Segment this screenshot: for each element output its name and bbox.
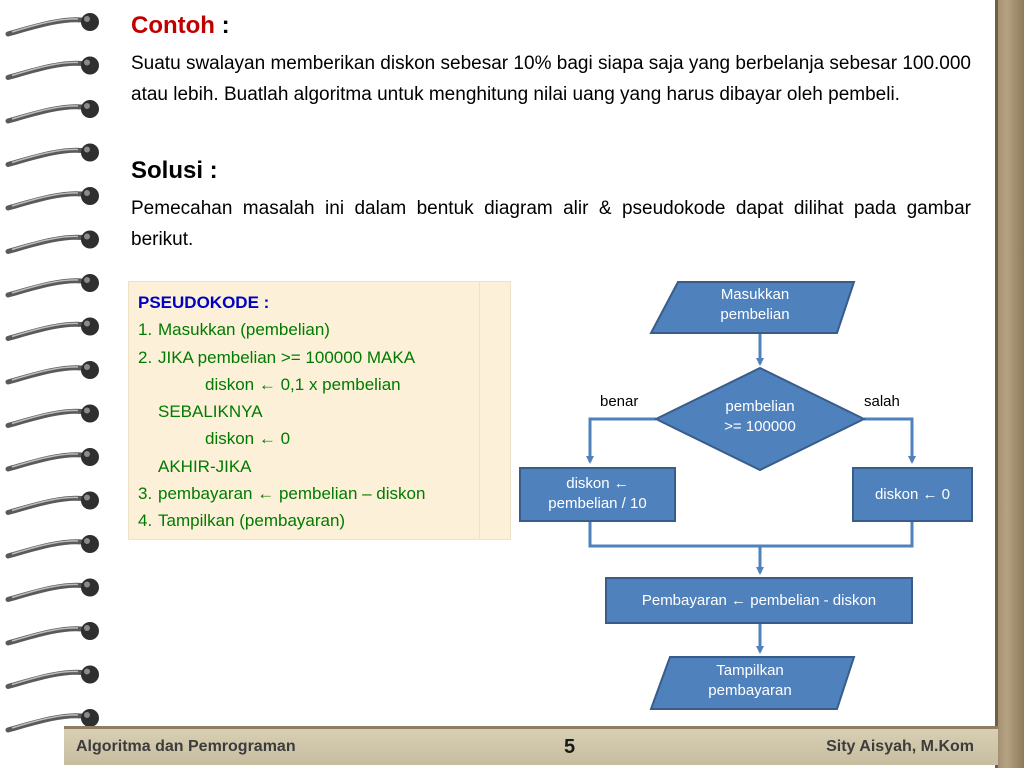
no-branch-label: salah — [864, 393, 900, 410]
problem-statement: Suatu swalayan memberikan diskon sebesar 10% bagi siapa saja yang berbelanja sebesar 100.000 atau lebih. Buatlah algoritma untuk menghitung nilai uang yang harus dibayar oleh pembeli. — [131, 53, 971, 105]
pseudocode-line-4: SEBALIKNYA — [158, 402, 263, 422]
footer-course-title: Algoritma dan Pemrograman — [76, 738, 296, 755]
output-label: Tampilkan pembayaran — [708, 662, 792, 699]
solution-heading: Solusi : — [131, 157, 218, 184]
input-label: Masukkan pembelian — [720, 286, 790, 323]
yes-process-label: diskon ← pembelian / 10 — [548, 475, 647, 512]
pseudocode-line-3: diskon ← 0,1 x pembelian — [205, 374, 401, 394]
decision-label: pembelian >= 100000 — [724, 398, 796, 435]
pseudocode-line-5: diskon ← 0 — [205, 429, 291, 449]
flow-arrow-yes-branch — [590, 419, 656, 462]
example-heading: Contoh : — [131, 12, 230, 39]
footer-author: Sity Aisyah, M.Kom — [826, 738, 974, 755]
pseudocode-line-7: 3. pembayaran ← pembelian – diskon — [138, 484, 426, 504]
yes-branch-label: benar — [600, 393, 639, 410]
flow-line-merge — [590, 521, 912, 546]
footer-bar — [64, 726, 998, 765]
pseudocode-line-1: 1. Masukkan (pembelian) — [138, 320, 330, 340]
pseudocode-title: PSEUDOKODE : — [138, 293, 270, 312]
flow-arrow-no-branch — [864, 419, 912, 462]
page-number: 5 — [564, 736, 576, 758]
pseudocode-line-2: 2. JIKA pembelian >= 100000 MAKA — [138, 347, 416, 367]
solution-statement: Pemecahan masalah ini dalam bentuk diagram alir & pseudokode dapat dilihat pada gambar berikut. — [131, 198, 971, 250]
pseudocode-line-8: 4. Tampilkan (pembayaran) — [138, 511, 346, 531]
pseudocode-line-6: AKHIR-JIKA — [158, 456, 252, 476]
calc-process-label: Pembayaran ← pembelian - diskon — [641, 592, 877, 609]
no-process-label: diskon ← 0 — [874, 486, 951, 503]
